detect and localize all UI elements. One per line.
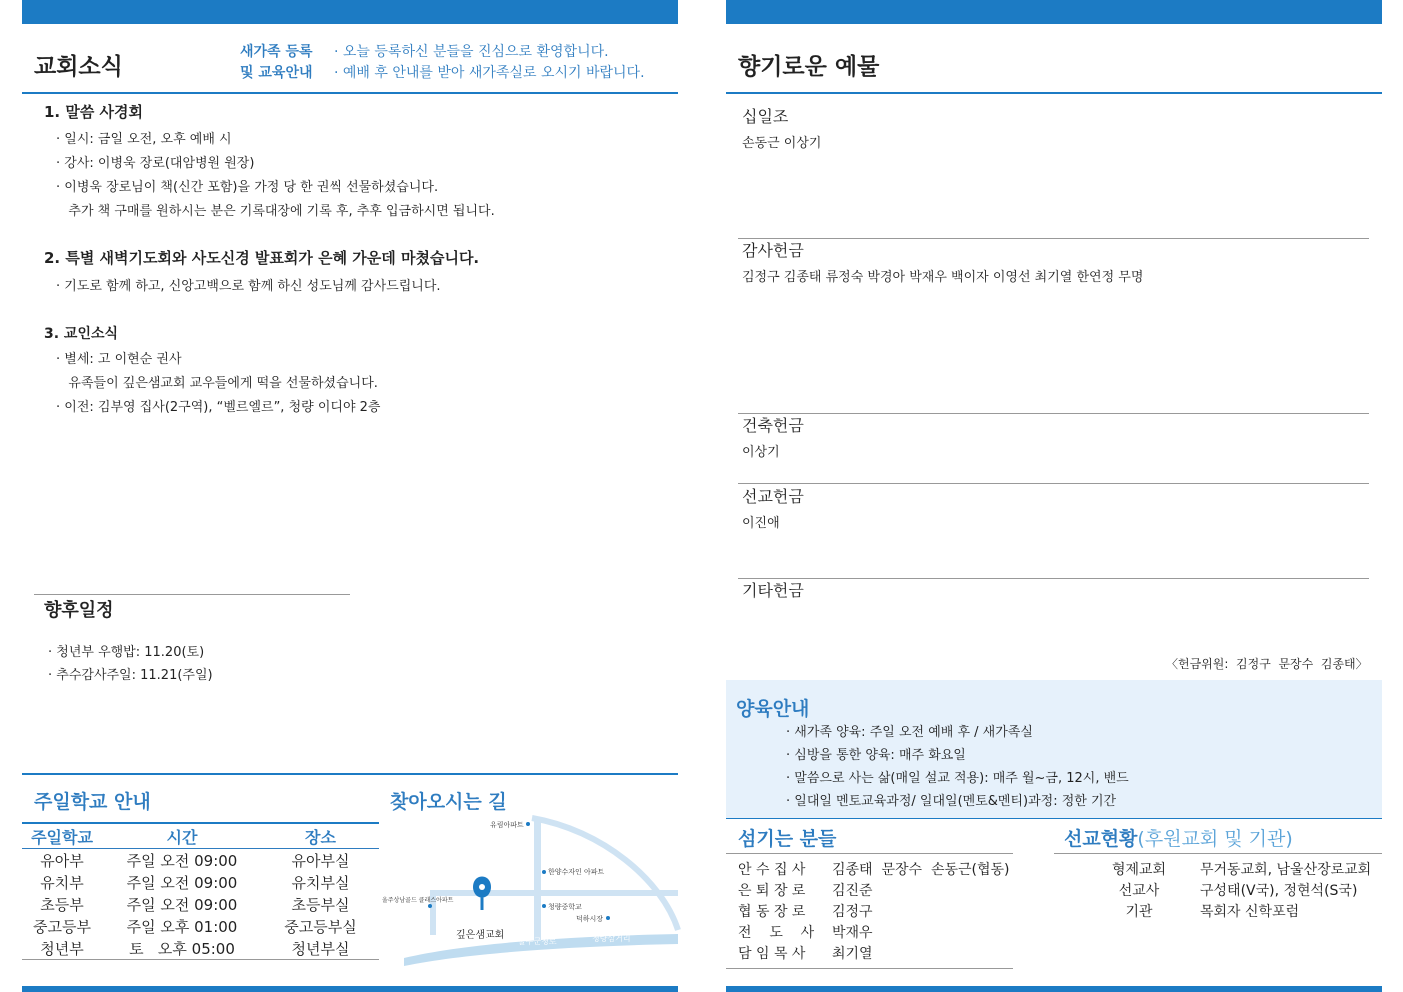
mission-row xyxy=(1078,879,1371,900)
servant-row xyxy=(738,900,1010,921)
sunday-school-title: 주일학교 안내 xyxy=(34,791,151,813)
cell: 초등부실 xyxy=(291,895,350,914)
table-row xyxy=(22,871,379,893)
mission-title xyxy=(1064,824,1293,851)
nurture-item-2: · 심방을 통한 양육: 매주 화요일 xyxy=(786,748,966,763)
mission-type: 기관 xyxy=(1125,903,1153,920)
servant-names: 박재우 xyxy=(832,924,873,941)
cell: 주일 오전 09:00 xyxy=(126,851,238,870)
map-label-market: 덕하시장 xyxy=(576,915,604,923)
offering-rule-2 xyxy=(738,238,1369,239)
servant-row xyxy=(738,942,1010,963)
map-label-school: 청량중학교 xyxy=(548,903,582,911)
map-horizontal-road xyxy=(430,890,678,896)
nurture-item-3: · 말씀으로 사는 삶(매일 설교 적용): 매주 월~금, 12시, 밴드 xyxy=(786,771,1129,786)
servant-role: 담 임 목 사 xyxy=(738,945,806,962)
servants-rule-top xyxy=(726,853,1013,854)
servants-rule-bottom xyxy=(726,968,1013,969)
servant-row xyxy=(738,858,1010,879)
cell: 토 오후 05:00 xyxy=(129,939,235,958)
nurture-item-4: · 일대일 멘토교육과정/ 일대일(멘토&멘티)과정: 정한 기간 xyxy=(786,794,1117,809)
mission-names: 무거동교회, 남울산장로교회 xyxy=(1200,861,1372,878)
nurture-panel xyxy=(726,680,1382,818)
cell: 청년부실 xyxy=(291,939,350,958)
nurture-bottom-rule xyxy=(726,818,1382,819)
schedule-item-1: · 청년부 우행밥: 11.20(토) xyxy=(48,645,205,660)
news-3-line-3: · 이전: 김부영 집사(2구역), “벨르엘르”, 청량 이디야 2층 xyxy=(56,400,381,415)
news-3-line-2: 유족들이 깊은샘교회 교우들에게 떡을 선물하셨습니다. xyxy=(56,376,378,391)
left-top-bar xyxy=(22,0,678,24)
offering-names-mission: 이진애 xyxy=(742,516,780,531)
right-bottom-bar xyxy=(726,986,1382,992)
news-1-line-3: · 이병욱 장로님이 책(신간 포함)을 가정 당 한 권씩 선물하셨습니다. xyxy=(56,180,439,195)
offering-names-building: 이상기 xyxy=(742,445,780,460)
offering-heading-mission: 선교헌금 xyxy=(742,487,804,506)
map-label-gold: 울주상남골드 클래스아파트 xyxy=(382,897,454,904)
table-row xyxy=(22,937,379,960)
offering-names-thanks: 김정구 김종태 류정숙 박경아 박재우 백이자 이영선 최기열 한연정 무명 xyxy=(742,270,1144,285)
news-1-line-2: · 강사: 이병욱 장로(대암병원 원장) xyxy=(56,156,255,171)
schedule-rule xyxy=(34,594,350,595)
directions-map xyxy=(382,810,682,970)
news-1-line-1: · 일시: 금일 오전, 오후 예배 시 xyxy=(56,132,232,147)
offering-heading-other: 기타헌금 xyxy=(742,581,804,600)
servant-names: 김종태 문장수 손동근(협동) xyxy=(832,861,1010,878)
cell: 중고등부실 xyxy=(284,917,357,936)
mission-names: 목회자 신학포럼 xyxy=(1200,903,1300,920)
mission-table xyxy=(1078,858,1371,921)
servant-names: 김정구 xyxy=(832,903,873,920)
servant-role: 전 도 사 xyxy=(738,924,815,941)
map-church-label: 깊은샘교회 xyxy=(456,930,505,941)
map-label-hanyang: 한양수자인 아파트 xyxy=(548,868,605,876)
mission-title-main: 선교현황 xyxy=(1064,828,1138,850)
mission-rule xyxy=(1054,853,1382,854)
cell: 유아부실 xyxy=(291,851,350,870)
mission-row xyxy=(1078,858,1371,879)
servant-names: 최기열 xyxy=(832,945,873,962)
news-1-line-4: 추가 책 구매를 원하시는 분은 기록대장에 기록 후, 추후 입금하시면 됩니다. xyxy=(56,204,495,219)
left-bottom-bar xyxy=(22,986,678,992)
offering-rule-4 xyxy=(738,483,1369,484)
nurture-item-1: · 새가족 양육: 주일 오전 예배 후 / 새가족실 xyxy=(786,725,1033,740)
schedule-item-2: · 추수감사주일: 11.21(주일) xyxy=(48,668,213,683)
mission-row xyxy=(1078,900,1371,921)
servants-table xyxy=(738,858,1010,963)
map-label-yurim: 유림아파트 xyxy=(490,821,524,829)
col-header-place: 장소 xyxy=(305,827,336,847)
map-vertical-road xyxy=(534,818,541,948)
news-heading-2: 2. 특별 새벽기도회와 사도신경 발표회가 은혜 가운데 마쳤습니다. xyxy=(44,249,480,267)
nurture-title: 양육안내 xyxy=(736,698,810,720)
offering-heading-building: 건축헌금 xyxy=(742,416,804,435)
cell: 유치부실 xyxy=(291,873,350,892)
bottom-section-rule xyxy=(22,773,678,775)
mission-title-sub: (후원교회 및 기관) xyxy=(1137,828,1293,850)
offering-committee: 〈헌금위원: 김정구 문장수 김종태〉 xyxy=(1166,657,1368,671)
sunday-school-table xyxy=(22,822,379,960)
servants-title: 섬기는 분들 xyxy=(738,828,837,850)
cell: 주일 오전 09:00 xyxy=(126,895,238,914)
servant-role: 은 퇴 장 로 xyxy=(738,882,806,899)
offerings-title: 향기로운 예물 xyxy=(738,54,880,80)
cell: 중고등부 xyxy=(33,917,91,936)
news-heading-3: 3. 교인소식 xyxy=(44,326,119,342)
news-3-line-1: · 별세: 고 이현순 권사 xyxy=(56,352,182,367)
offering-names-tithe: 손동근 이상기 xyxy=(742,136,822,151)
cell: 유치부 xyxy=(40,873,84,892)
offering-rule-3 xyxy=(738,413,1369,414)
schedule-title: 향후일정 xyxy=(44,600,114,621)
cell: 청년부 xyxy=(40,939,84,958)
cell: 주일 오전 09:00 xyxy=(126,873,238,892)
newcomer-label xyxy=(240,42,313,84)
servant-row xyxy=(738,921,1010,942)
newcomer-label-2: 및 교육안내 xyxy=(240,65,313,81)
newcomer-label-1: 새가족 등록 xyxy=(240,44,313,60)
servant-role: 안 수 집 사 xyxy=(738,861,806,878)
servant-row xyxy=(738,879,1010,900)
mission-names: 구성태(V국), 정현석(S국) xyxy=(1200,882,1358,899)
newcomer-text xyxy=(334,42,645,84)
newcomer-line-2: · 예배 후 안내를 받아 새가족실로 오시기 바랍니다. xyxy=(334,65,645,81)
mission-type: 형제교회 xyxy=(1111,861,1167,878)
offering-heading-tithe: 십일조 xyxy=(742,107,789,126)
map-road-label-1: 울주군청로 xyxy=(518,937,557,946)
directions-title: 찾아오시는 길 xyxy=(390,791,507,813)
servant-role: 협 동 장 로 xyxy=(738,903,806,920)
church-news-title: 교회소식 xyxy=(34,54,123,80)
church-location-pin-icon xyxy=(475,878,490,910)
cell: 주일 오후 01:00 xyxy=(126,917,238,936)
cell: 초등부 xyxy=(40,895,84,914)
news-2-line-1: · 기도로 함께 하고, 신앙고백으로 함께 하신 성도님께 감사드립니다. xyxy=(56,279,441,294)
cell: 유아부 xyxy=(40,851,84,870)
col-header-school: 주일학교 xyxy=(31,827,93,847)
mission-type: 선교사 xyxy=(1118,882,1160,899)
table-row xyxy=(22,849,379,872)
servant-names: 김진준 xyxy=(832,882,873,899)
right-top-bar xyxy=(726,0,1382,24)
offering-heading-thanks: 감사헌금 xyxy=(742,241,804,260)
table-row xyxy=(22,915,379,937)
map-road-label-2: 청량삼거리 xyxy=(592,934,631,943)
news-heading-1: 1. 말씀 사경회 xyxy=(44,103,144,121)
newcomer-line-1: · 오늘 등록하신 분들을 진심으로 환영합니다. xyxy=(334,44,609,60)
right-header-rule xyxy=(726,92,1382,94)
col-header-time: 시간 xyxy=(166,827,198,847)
left-header-rule xyxy=(22,92,678,94)
offering-rule-5 xyxy=(738,578,1369,579)
table-row xyxy=(22,893,379,915)
